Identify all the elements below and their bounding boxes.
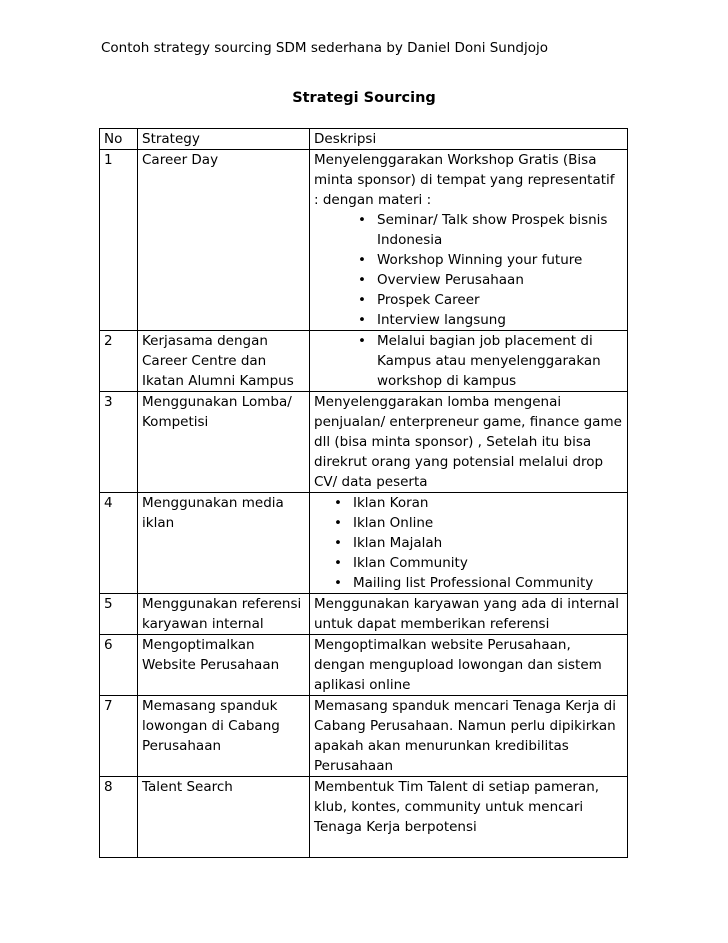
row-number: 1 xyxy=(100,150,138,331)
row-number: 2 xyxy=(100,331,138,392)
list-item: • Overview Perusahaan xyxy=(314,270,623,290)
row-number: 6 xyxy=(100,635,138,696)
row-strategy: Menggunakan Lomba/ Kompetisi xyxy=(138,392,310,493)
row-number: 8 xyxy=(100,777,138,858)
list-item: • Workshop Winning your future xyxy=(314,250,623,270)
document-title: Strategi Sourcing xyxy=(292,90,436,106)
list-item: • Interview langsung xyxy=(314,310,623,330)
row-strategy: Talent Search xyxy=(138,777,310,858)
row-strategy: Menggunakan media iklan xyxy=(138,493,310,594)
list-item: • Iklan Online xyxy=(314,513,623,533)
table-row xyxy=(100,150,628,331)
header-no: No xyxy=(100,129,138,150)
list-item: • Seminar/ Talk show Prospek bisnis Indonesia xyxy=(314,210,623,250)
row-description: Menggunakan karyawan yang ada di internal untuk dapat memberikan referensi xyxy=(310,594,628,635)
row-number: 5 xyxy=(100,594,138,635)
list-item: • Iklan Community xyxy=(314,553,623,573)
row-description xyxy=(310,150,628,331)
row-strategy: Career Day xyxy=(138,150,310,331)
row-description xyxy=(310,331,628,392)
row-description xyxy=(310,493,628,594)
list-item: • Iklan Majalah xyxy=(314,533,623,553)
row-description: Memasang spanduk mencari Tenaga Kerja di Cabang Perusahaan. Namun perlu dipikirkan apakah akan menurunkan kredibilitas Perusahaan xyxy=(310,696,628,777)
description-text: Menyelenggarakan Workshop Gratis (Bisa minta sponsor) di tempat yang representatif : dengan materi : xyxy=(314,152,615,208)
document-header: Contoh strategy sourcing SDM sederhana by Daniel Doni Sundjojo xyxy=(101,40,549,56)
list-item: • Melalui bagian job placement di Kampus atau menyelenggarakan workshop di kampus xyxy=(314,331,623,391)
row-description: Mengoptimalkan website Perusahaan, dengan mengupload lowongan dan sistem aplikasi online xyxy=(310,635,628,696)
table-row xyxy=(100,331,628,392)
list-item: • Iklan Koran xyxy=(314,493,623,513)
list-item: • Mailing list Professional Community xyxy=(314,573,623,593)
bullet-list xyxy=(314,493,623,593)
row-description: Membentuk Tim Talent di setiap pameran, klub, kontes, community untuk mencari Tenaga Kerja berpotensi xyxy=(310,777,628,858)
row-description: Menyelenggarakan lomba mengenai penjualan/ enterpreneur game, finance game dll (bisa minta sponsor) , Setelah itu bisa direkrut orang yang potensial melalui drop CV/ data peserta xyxy=(310,392,628,493)
table-row xyxy=(100,696,628,777)
row-strategy: Kerjasama dengan Career Centre dan Ikatan Alumni Kampus xyxy=(138,331,310,392)
table-row xyxy=(100,392,628,493)
table-header-row xyxy=(100,129,628,150)
bullet-list xyxy=(314,331,623,391)
sourcing-strategy-table xyxy=(99,128,628,858)
row-strategy: Memasang spanduk lowongan di Cabang Perusahaan xyxy=(138,696,310,777)
row-number: 7 xyxy=(100,696,138,777)
table-row xyxy=(100,635,628,696)
header-description: Deskripsi xyxy=(310,129,628,150)
row-number: 4 xyxy=(100,493,138,594)
table-row xyxy=(100,594,628,635)
row-strategy: Menggunakan referensi karyawan internal xyxy=(138,594,310,635)
bullet-list xyxy=(314,210,623,330)
list-item: • Prospek Career xyxy=(314,290,623,310)
header-strategy: Strategy xyxy=(138,129,310,150)
table-row xyxy=(100,493,628,594)
row-strategy: Mengoptimalkan Website Perusahaan xyxy=(138,635,310,696)
table-row xyxy=(100,777,628,858)
row-number: 3 xyxy=(100,392,138,493)
